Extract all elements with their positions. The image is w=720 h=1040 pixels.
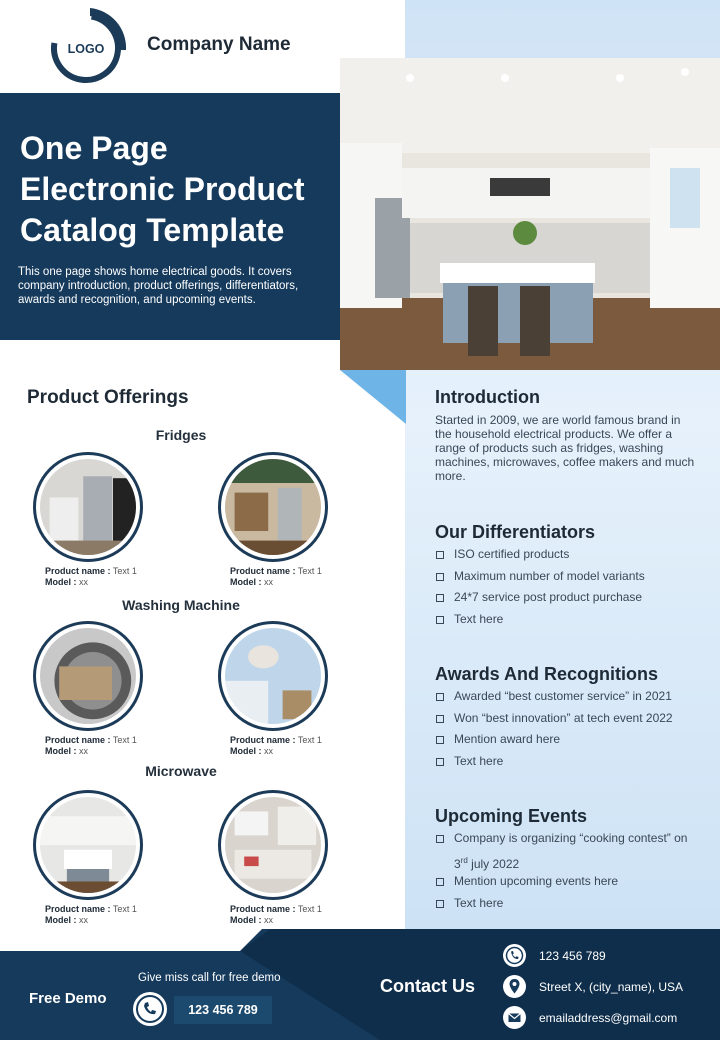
events-title: Upcoming Events xyxy=(435,806,588,826)
category-fridges-label: Fridges xyxy=(155,427,207,443)
list-item-text: Awarded “best customer service” in 2021 xyxy=(454,689,672,703)
product-model-label: Model : xyxy=(230,915,262,925)
list-item xyxy=(436,708,706,730)
free-demo-label: Free Demo xyxy=(29,990,107,1007)
product-info xyxy=(45,904,195,926)
product-image-circle xyxy=(33,621,143,731)
hero-title-line: Electronic Product xyxy=(20,171,305,207)
product-name-value: Text 1 xyxy=(112,904,137,914)
product-model-value: xx xyxy=(79,915,89,925)
checkbox-bullet-icon xyxy=(436,835,444,843)
list-item xyxy=(436,686,706,708)
product-info xyxy=(230,566,380,588)
list-item xyxy=(436,893,706,915)
product-name-label: Product name : xyxy=(230,566,296,576)
product-info xyxy=(230,735,380,757)
checkbox-bullet-icon xyxy=(436,693,444,701)
product-name-label: Product name : xyxy=(230,735,296,745)
differentiators-list xyxy=(436,544,706,631)
checkbox-bullet-icon xyxy=(436,758,444,766)
introduction-text: Started in 2009, we are world famous brand in the household electrical products. We offer a range of products such as fridges, washing machines, microwaves, coffee makers and much more. xyxy=(435,413,695,483)
checkbox-bullet-icon xyxy=(436,878,444,886)
list-item-text: Text here xyxy=(454,612,504,627)
product-offerings-title: Product Offerings xyxy=(27,387,189,408)
product-model-value: xx xyxy=(79,577,89,587)
product-info xyxy=(45,566,195,588)
product-image-circle xyxy=(33,790,143,900)
microwave-image xyxy=(40,797,136,893)
product-name-label: Product name : xyxy=(45,904,111,914)
product-model-label: Model : xyxy=(45,577,77,587)
list-item-text: Maximum number of model variants xyxy=(454,568,645,583)
product-info xyxy=(45,735,195,757)
company-name: Company Name xyxy=(147,34,291,55)
product-name-label: Product name : xyxy=(45,566,111,576)
microwave-image xyxy=(225,797,321,893)
logo-text: LOGO xyxy=(67,42,105,56)
event-date-suffix: rd xyxy=(460,855,468,865)
list-item-text: Text here xyxy=(454,754,504,769)
checkbox-bullet-icon xyxy=(436,900,444,908)
product-name-value: Text 1 xyxy=(297,566,322,576)
contact-email[interactable]: emailaddress@gmail.com xyxy=(539,1011,678,1025)
product-name-value: Text 1 xyxy=(112,735,137,745)
differentiators-title: Our Differentiators xyxy=(435,522,596,542)
blue-wedge-decoration xyxy=(340,370,406,424)
checkbox-bullet-icon xyxy=(436,573,444,581)
list-item xyxy=(436,871,706,893)
list-item xyxy=(436,587,706,609)
contact-phone[interactable]: 123 456 789 xyxy=(539,949,606,963)
product-name-label: Product name : xyxy=(230,904,296,914)
list-item xyxy=(436,544,706,566)
introduction-title: Introduction xyxy=(435,387,540,407)
hero-title xyxy=(20,128,335,251)
product-model-value: xx xyxy=(264,577,274,587)
hero-description: This one page shows home electrical goods. It covers company introduction, product offerings, differentiators, awards and recognition, and upcoming events. xyxy=(18,266,299,306)
list-item-text: Mention award here xyxy=(454,732,561,747)
category-washing-machine-label: Washing Machine xyxy=(122,597,240,613)
phone-icon xyxy=(503,944,526,967)
email-icon xyxy=(503,1006,526,1029)
product-model-label: Model : xyxy=(230,577,262,587)
event-date-rest: july 2022 xyxy=(467,856,520,871)
product-model-value: xx xyxy=(264,915,274,925)
location-icon xyxy=(503,975,526,998)
product-name-value: Text 1 xyxy=(297,904,322,914)
awards-title: Awards And Recognitions xyxy=(435,664,659,684)
list-item-text: Mention upcoming events here xyxy=(454,874,619,888)
list-item xyxy=(436,828,706,871)
demo-caption: Give miss call for free demo xyxy=(138,972,281,984)
list-item-text: Won “best innovation” at tech event 2022 xyxy=(454,710,673,725)
checkbox-bullet-icon xyxy=(436,616,444,624)
product-image-circle xyxy=(218,452,328,562)
product-info xyxy=(230,904,380,926)
product-model-label: Model : xyxy=(45,746,77,756)
list-item-text: Company is organizing “cooking contest” on xyxy=(454,831,688,845)
product-model-label: Model : xyxy=(230,746,262,756)
list-item xyxy=(436,609,706,631)
washer-image xyxy=(40,628,136,724)
checkbox-bullet-icon xyxy=(436,736,444,744)
fridge-image xyxy=(40,459,136,555)
demo-phone-number[interactable]: 123 456 789 xyxy=(174,996,272,1024)
checkbox-bullet-icon xyxy=(436,594,444,602)
contact-address: Street X, (city_name), USA xyxy=(539,980,684,994)
events-list xyxy=(436,828,706,914)
product-image-circle xyxy=(218,621,328,731)
list-item-text: Text here xyxy=(454,895,504,910)
product-name-value: Text 1 xyxy=(297,735,322,745)
list-item-text: ISO certified products xyxy=(454,547,570,561)
product-image-circle xyxy=(218,790,328,900)
kitchen-photo xyxy=(340,58,720,370)
hero-title-line: Catalog Template xyxy=(20,212,285,248)
checkbox-bullet-icon xyxy=(436,715,444,723)
event-date-day: 3 xyxy=(454,856,461,871)
list-item-text: 24*7 service post product purchase xyxy=(454,590,643,605)
product-model-label: Model : xyxy=(45,915,77,925)
logo xyxy=(46,6,128,86)
checkbox-bullet-icon xyxy=(436,551,444,559)
product-model-value: xx xyxy=(79,746,89,756)
list-item xyxy=(436,566,706,588)
washer-image xyxy=(225,628,321,724)
hero-title-line: One Page xyxy=(20,130,168,166)
awards-list xyxy=(436,686,706,773)
product-name-value: Text 1 xyxy=(112,566,137,576)
phone-icon[interactable] xyxy=(133,992,167,1026)
list-item xyxy=(436,729,706,751)
list-item xyxy=(436,751,706,773)
fridge-image xyxy=(225,459,321,555)
contact-us-title: Contact Us xyxy=(380,976,476,996)
product-model-value: xx xyxy=(264,746,274,756)
product-image-circle xyxy=(33,452,143,562)
category-microwave-label: Microwave xyxy=(145,763,217,779)
product-name-label: Product name : xyxy=(45,735,111,745)
